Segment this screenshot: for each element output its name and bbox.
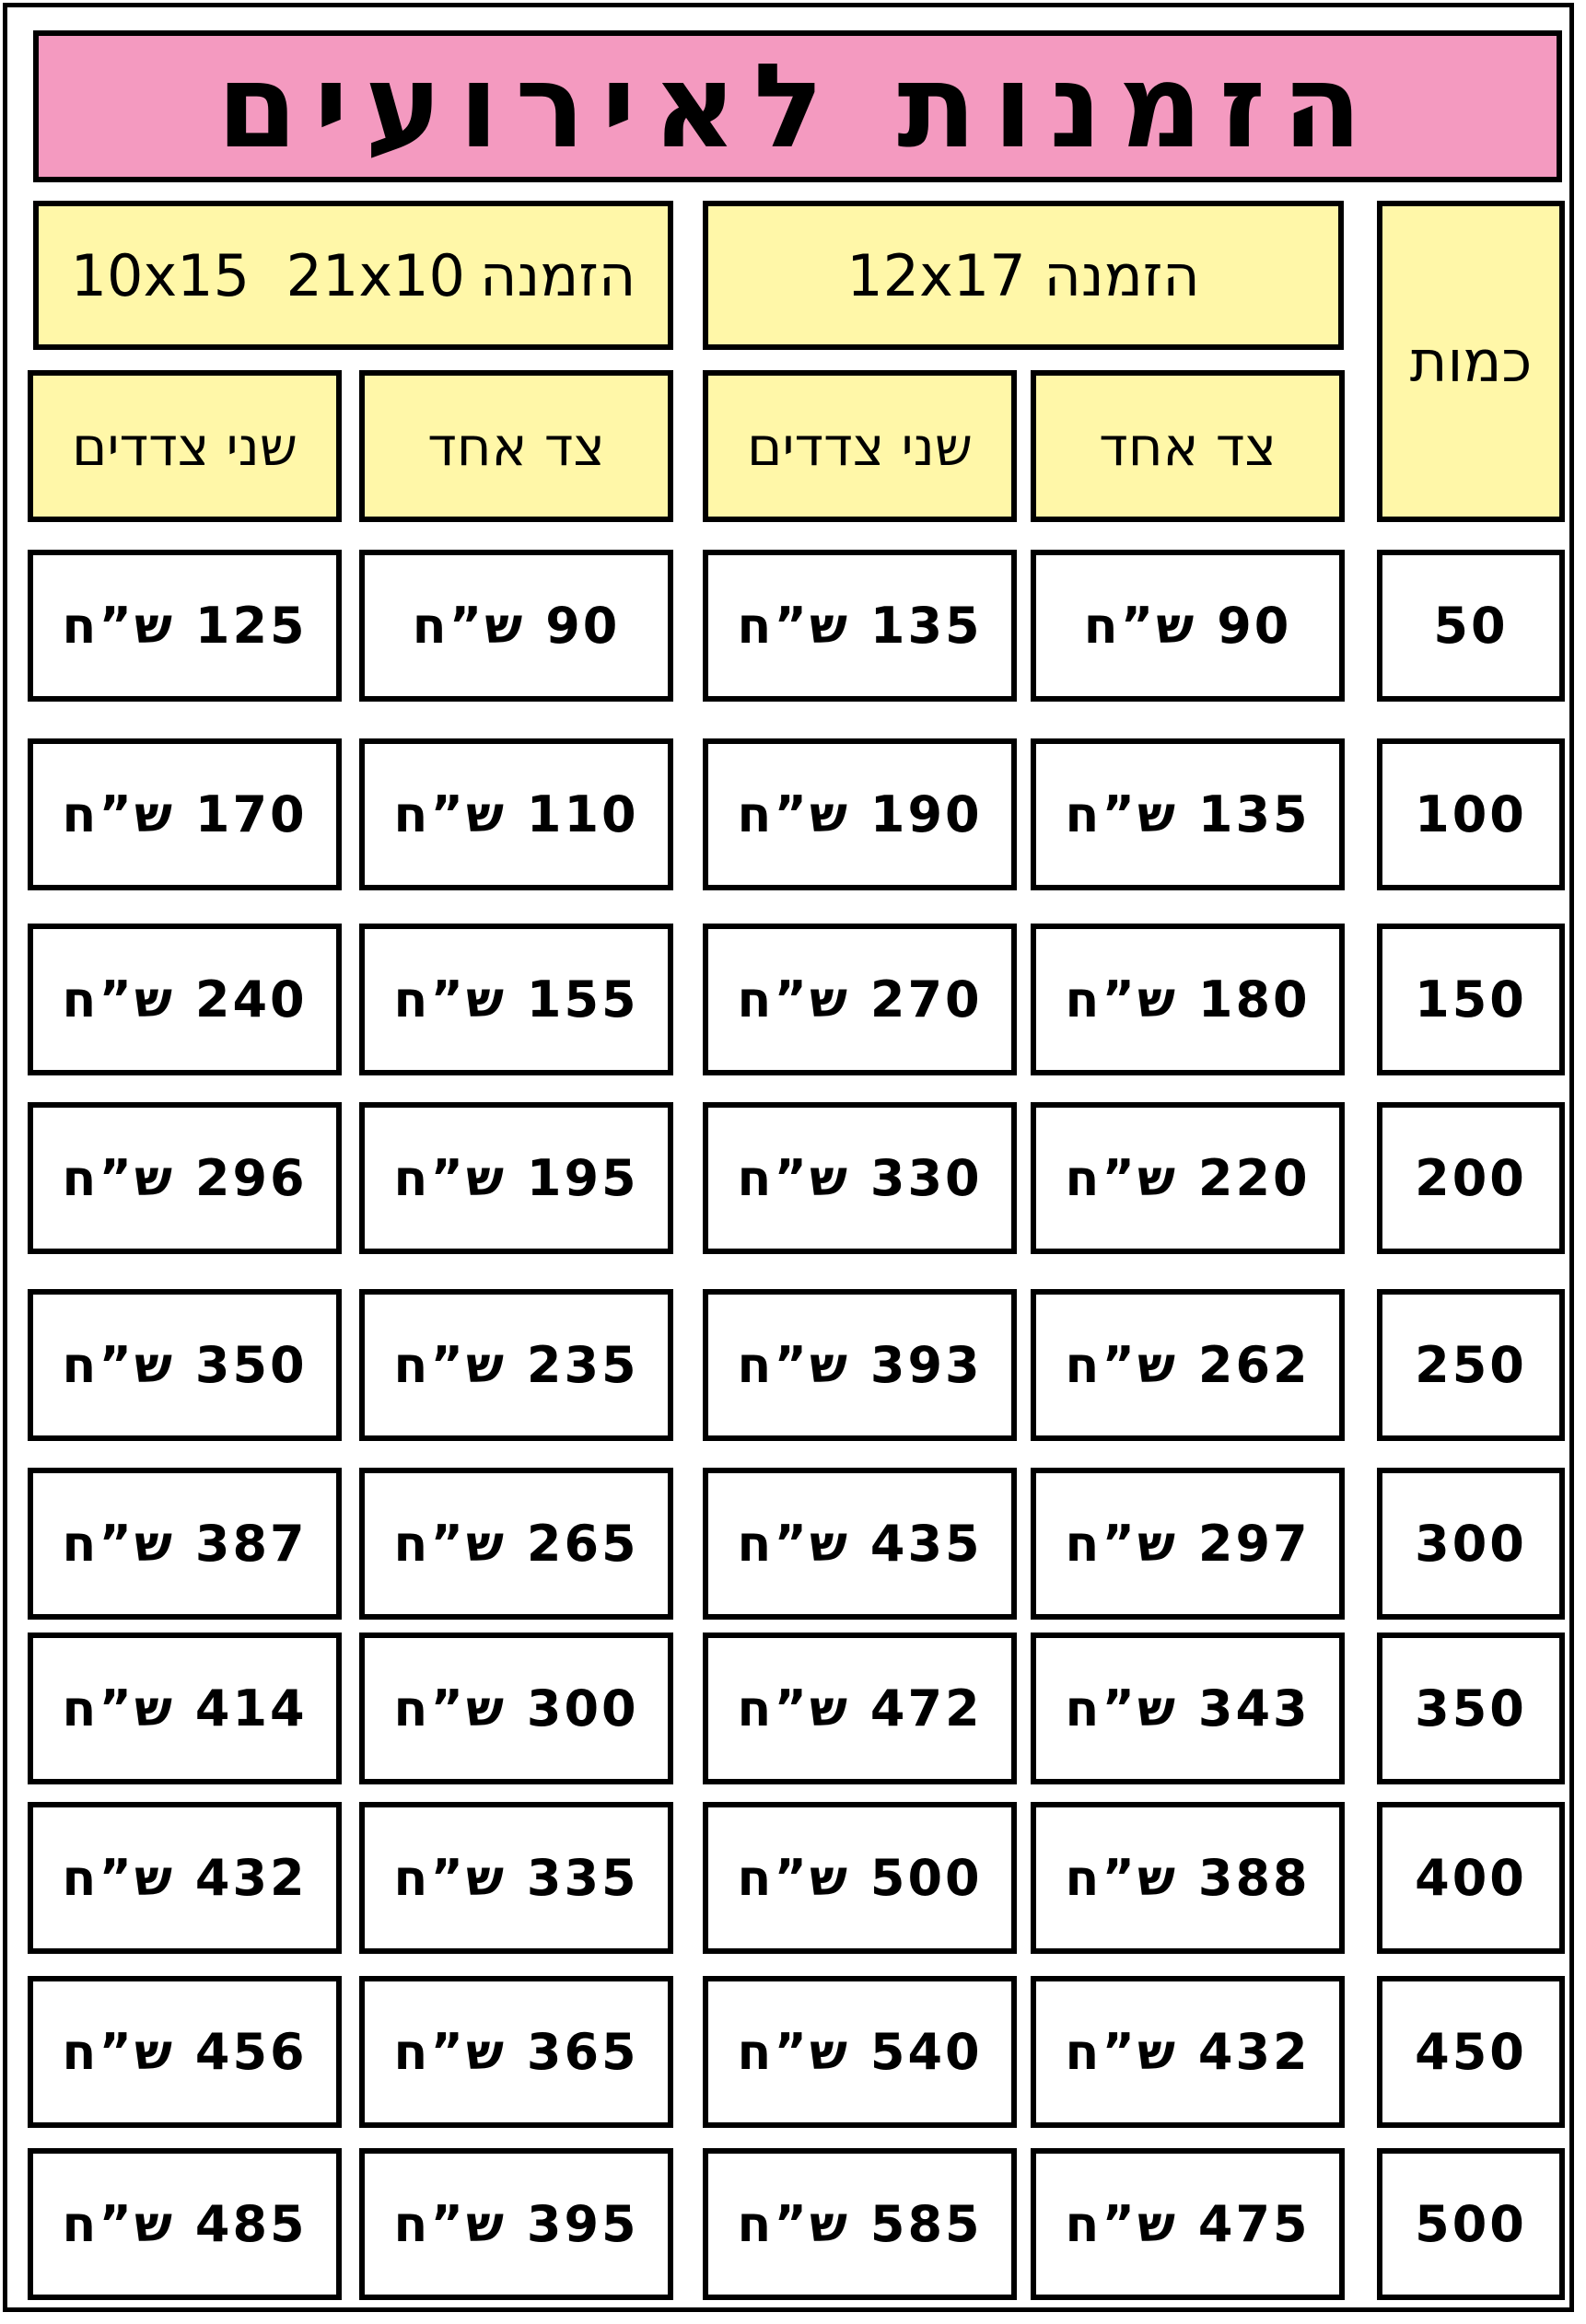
- header-21x10-one-side: צד אחד: [359, 370, 673, 522]
- currency-label: ש”ח: [393, 1336, 507, 1394]
- price-21x10-one-side: [359, 738, 673, 890]
- price-value: 240: [194, 970, 308, 1028]
- currency-label: ש”ח: [412, 597, 526, 655]
- quantity-cell: 450: [1377, 1976, 1565, 2128]
- price-value: 195: [526, 1149, 639, 1207]
- price-21x10-one-side: [359, 2148, 673, 2300]
- price-value: 190: [869, 785, 983, 843]
- price-21x10-two-sides: [28, 2148, 342, 2300]
- currency-label: ש”ח: [1065, 1149, 1178, 1207]
- price-21x10-two-sides: [28, 550, 342, 702]
- price-value: 485: [194, 2195, 308, 2253]
- currency-label: ש”ח: [737, 1679, 850, 1737]
- price-value: 135: [869, 597, 983, 655]
- price-value: 265: [526, 1515, 639, 1573]
- quantity-cell: 200: [1377, 1102, 1565, 1254]
- currency-label: ש”ח: [62, 1679, 175, 1737]
- price-value: 432: [1197, 2023, 1311, 2081]
- currency-label: ש”ח: [737, 970, 850, 1028]
- price-12x17-one-side: [1031, 550, 1345, 702]
- currency-label: ש”ח: [62, 1149, 175, 1207]
- currency-label: ש”ח: [393, 970, 507, 1028]
- currency-label: ש”ח: [1065, 970, 1178, 1028]
- price-12x17-two-sides: [703, 1976, 1017, 2128]
- currency-label: ש”ח: [393, 785, 507, 843]
- price-value: 110: [526, 785, 639, 843]
- currency-label: ש”ח: [737, 1849, 850, 1907]
- currency-label: ש”ח: [393, 1679, 507, 1737]
- price-21x10-two-sides: [28, 1468, 342, 1620]
- price-12x17-one-side: [1031, 1802, 1345, 1954]
- price-12x17-two-sides: [703, 1633, 1017, 1784]
- price-21x10-one-side: [359, 1976, 673, 2128]
- price-value: 393: [869, 1336, 983, 1394]
- quantity-cell: 50: [1377, 550, 1565, 702]
- price-12x17-one-side: [1031, 1633, 1345, 1784]
- quantity-cell: 350: [1377, 1633, 1565, 1784]
- currency-label: ש”ח: [62, 785, 175, 843]
- currency-label: ש”ח: [737, 1336, 850, 1394]
- price-value: 365: [526, 2023, 639, 2081]
- page-title: הזמנות לאירועים: [33, 30, 1562, 182]
- price-value: 235: [526, 1336, 639, 1394]
- price-12x17-two-sides: [703, 550, 1017, 702]
- price-12x17-two-sides: [703, 1802, 1017, 1954]
- currency-label: ש”ח: [62, 1515, 175, 1573]
- header-group-21x10: [33, 201, 673, 350]
- price-12x17-one-side: [1031, 1102, 1345, 1254]
- price-12x17-one-side: [1031, 1468, 1345, 1620]
- price-value: 170: [194, 785, 308, 843]
- price-value: 387: [194, 1515, 308, 1573]
- price-value: 330: [869, 1149, 983, 1207]
- currency-label: ש”ח: [1065, 1849, 1178, 1907]
- header-12x17-two-sides: שני צדדים: [703, 370, 1017, 522]
- currency-label: ש”ח: [393, 2195, 507, 2253]
- price-21x10-one-side: [359, 1289, 673, 1441]
- price-value: 472: [869, 1679, 983, 1737]
- header-group-21x10-label: הזמנה: [479, 241, 636, 309]
- price-value: 475: [1197, 2195, 1311, 2253]
- currency-label: ש”ח: [1083, 597, 1197, 655]
- price-21x10-one-side: [359, 1468, 673, 1620]
- price-value: 585: [869, 2195, 983, 2253]
- price-12x17-two-sides: [703, 2148, 1017, 2300]
- price-12x17-two-sides: [703, 738, 1017, 890]
- price-21x10-two-sides: [28, 1289, 342, 1441]
- price-value: 296: [194, 1149, 308, 1207]
- currency-label: ש”ח: [1065, 1515, 1178, 1573]
- price-12x17-two-sides: [703, 924, 1017, 1075]
- price-value: 540: [869, 2023, 983, 2081]
- quantity-cell: 300: [1377, 1468, 1565, 1620]
- price-value: 180: [1197, 970, 1311, 1028]
- price-12x17-two-sides: [703, 1289, 1017, 1441]
- currency-label: ש”ח: [62, 597, 175, 655]
- currency-label: ש”ח: [62, 2023, 175, 2081]
- currency-label: ש”ח: [737, 2023, 850, 2081]
- price-value: 90: [545, 597, 621, 655]
- currency-label: ש”ח: [62, 970, 175, 1028]
- currency-label: ש”ח: [737, 2195, 850, 2253]
- quantity-cell: 250: [1377, 1289, 1565, 1441]
- price-21x10-one-side: [359, 924, 673, 1075]
- currency-label: ש”ח: [737, 1515, 850, 1573]
- currency-label: ש”ח: [737, 1149, 850, 1207]
- header-group-21x10-sizes: 10x15 21x10: [70, 241, 465, 309]
- price-value: 135: [1197, 785, 1311, 843]
- price-value: 297: [1197, 1515, 1311, 1573]
- header-21x10-two-sides: שני צדדים: [28, 370, 342, 522]
- price-value: 435: [869, 1515, 983, 1573]
- price-21x10-one-side: [359, 1633, 673, 1784]
- currency-label: ש”ח: [1065, 2023, 1178, 2081]
- currency-label: ש”ח: [1065, 785, 1178, 843]
- currency-label: ש”ח: [737, 597, 850, 655]
- price-12x17-two-sides: [703, 1468, 1017, 1620]
- price-value: 343: [1197, 1679, 1311, 1737]
- price-value: 500: [869, 1849, 983, 1907]
- currency-label: ש”ח: [1065, 1336, 1178, 1394]
- price-21x10-one-side: [359, 1802, 673, 1954]
- price-value: 456: [194, 2023, 308, 2081]
- price-12x17-two-sides: [703, 1102, 1017, 1254]
- price-21x10-one-side: [359, 550, 673, 702]
- currency-label: ש”ח: [1065, 1679, 1178, 1737]
- price-value: 262: [1197, 1336, 1311, 1394]
- price-value: 155: [526, 970, 639, 1028]
- quantity-cell: 400: [1377, 1802, 1565, 1954]
- price-value: 125: [194, 597, 308, 655]
- price-value: 388: [1197, 1849, 1311, 1907]
- quantity-cell: 500: [1377, 2148, 1565, 2300]
- currency-label: ש”ח: [62, 1849, 175, 1907]
- currency-label: ש”ח: [737, 785, 850, 843]
- price-value: 300: [526, 1679, 639, 1737]
- header-12x17-one-side: צד אחד: [1031, 370, 1345, 522]
- currency-label: ש”ח: [393, 1849, 507, 1907]
- price-value: 220: [1197, 1149, 1311, 1207]
- price-21x10-two-sides: [28, 1633, 342, 1784]
- currency-label: ש”ח: [1065, 2195, 1178, 2253]
- header-group-12x17: הזמנה 12x17: [703, 201, 1344, 350]
- currency-label: ש”ח: [393, 1515, 507, 1573]
- quantity-cell: 100: [1377, 738, 1565, 890]
- price-12x17-one-side: [1031, 1976, 1345, 2128]
- price-21x10-two-sides: [28, 1802, 342, 1954]
- price-value: 90: [1217, 597, 1292, 655]
- price-21x10-one-side: [359, 1102, 673, 1254]
- price-value: 414: [194, 1679, 308, 1737]
- currency-label: ש”ח: [62, 2195, 175, 2253]
- price-21x10-two-sides: [28, 738, 342, 890]
- currency-label: ש”ח: [393, 2023, 507, 2081]
- price-value: 270: [869, 970, 983, 1028]
- price-12x17-one-side: [1031, 738, 1345, 890]
- price-21x10-two-sides: [28, 924, 342, 1075]
- price-value: 395: [526, 2195, 639, 2253]
- price-value: 432: [194, 1849, 308, 1907]
- header-quantity: כמות: [1377, 201, 1565, 522]
- price-value: 350: [194, 1336, 308, 1394]
- currency-label: ש”ח: [62, 1336, 175, 1394]
- price-value: 335: [526, 1849, 639, 1907]
- currency-label: ש”ח: [393, 1149, 507, 1207]
- price-21x10-two-sides: [28, 1102, 342, 1254]
- quantity-cell: 150: [1377, 924, 1565, 1075]
- price-12x17-one-side: [1031, 2148, 1345, 2300]
- price-12x17-one-side: [1031, 1289, 1345, 1441]
- price-12x17-one-side: [1031, 924, 1345, 1075]
- price-21x10-two-sides: [28, 1976, 342, 2128]
